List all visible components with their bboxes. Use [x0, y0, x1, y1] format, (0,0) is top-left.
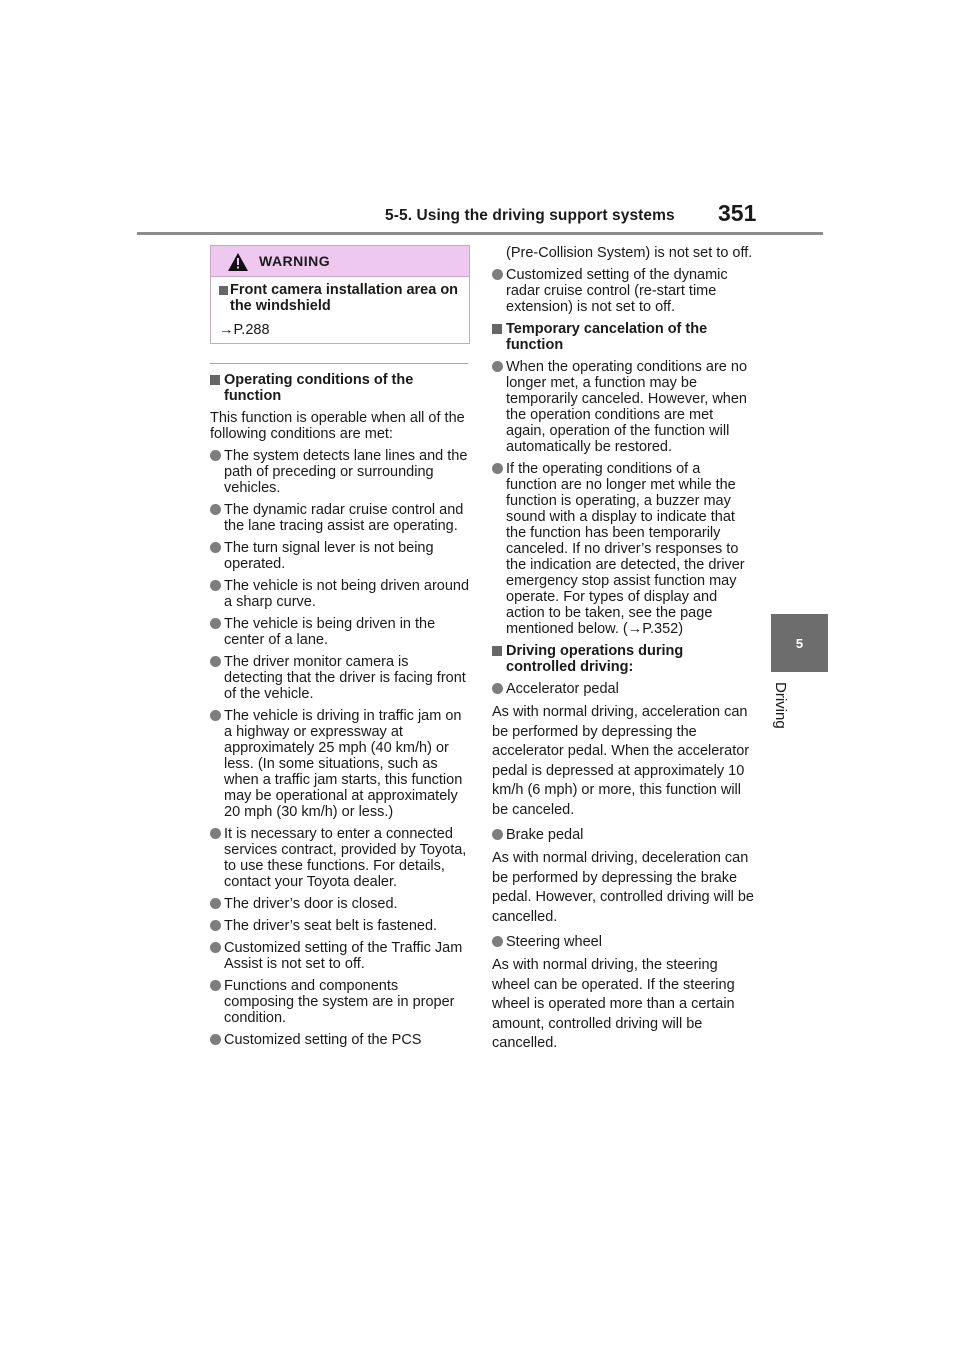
- section-heading-text: Driving operations during controlled driving:: [506, 643, 684, 675]
- list-item: [492, 827, 754, 843]
- list-item-text: The vehicle is being driven in the center of a lane.: [224, 616, 436, 648]
- intro-paragraph: This function is operable when all of the following conditions are met:: [210, 410, 465, 442]
- left-column: [210, 363, 470, 1054]
- list-item-text: The driver’s door is closed.: [224, 896, 398, 912]
- section-title: 5-5. Using the driving support systems: [385, 207, 675, 224]
- bullet-icon: [210, 618, 221, 629]
- section-heading: [210, 372, 470, 404]
- section-heading-text: Temporary cancelation of the function: [506, 321, 708, 353]
- section-heading-text: Operating conditions of the function: [224, 372, 414, 404]
- list-item-text: When the operating conditions are no longer met, a function may be temporarily canceled. However, when the operation conditions are met again, operation of the function will automatically be restored.: [506, 359, 748, 455]
- bullet-icon: [210, 1034, 221, 1045]
- square-bullet-icon: [219, 286, 228, 295]
- chapter-label: [771, 682, 789, 742]
- header-rule: [137, 232, 823, 235]
- list-item-text: It is necessary to enter a connected services contract, provided by Toyota, to use these functions. For details, contact your Toyota dealer.: [224, 826, 467, 890]
- list-item: [210, 896, 470, 912]
- list-item-text: If the operating conditions of a function are no longer met while the function is operating, a buzzer may sound with a display to indicate that the function has been temporarily canceled. If no driver’s responses to the indication are detected, the driver emergency stop assist function may operate. For types of display and action to be taken, see the page mentioned below. (→P.352): [506, 461, 745, 637]
- section-heading: [492, 321, 754, 353]
- list-item: [210, 502, 470, 534]
- continued-text: (Pre-Collision System) is not set to off.: [506, 245, 753, 261]
- list-item: [210, 826, 470, 890]
- list-item-text: Customized setting of the Traffic Jam Assist is not set to off.: [224, 940, 463, 972]
- list-item-text: Customized setting of the dynamic radar cruise control (re-start time extension) is not set to off.: [506, 267, 728, 315]
- list-item-text: The driver’s seat belt is fastened.: [224, 918, 438, 934]
- bullet-icon: [210, 980, 221, 991]
- warning-header: [211, 246, 469, 277]
- list-item: [210, 616, 470, 648]
- square-bullet-icon: [492, 324, 502, 334]
- list-item-text: The dynamic radar cruise control and the lane tracing assist are operating.: [224, 502, 464, 534]
- body-paragraph: As with normal driving, the steering wheel can be operated. If the steering wheel is operated more than a certain amount, controlled driving will be cancelled.: [492, 957, 735, 1051]
- bullet-icon: [210, 710, 221, 721]
- list-item-text: Brake pedal: [506, 827, 584, 843]
- list-item: [210, 1032, 470, 1048]
- list-item-text: The vehicle is driving in traffic jam on a highway or expressway at approximately 25 mph (40 km/h) or less. (In some situations, such as when a traffic jam starts, this function may be operational at approximately 20 mph (30 km/h) or less.): [224, 708, 463, 820]
- square-bullet-icon: [492, 646, 502, 656]
- list-item-text: The system detects lane lines and the path of preceding or surrounding vehicles.: [224, 448, 468, 496]
- warning-item: [219, 282, 461, 314]
- body-paragraph: As with normal driving, deceleration can be performed by depressing the brake pedal. However, controlled driving will be cancelled.: [492, 850, 754, 925]
- bullet-icon: [492, 361, 503, 372]
- list-item-text: Customized setting of the PCS: [224, 1032, 422, 1048]
- list-item: [492, 267, 754, 315]
- warning-item-text: Front camera installation area on the windshield: [230, 282, 459, 314]
- list-item: [492, 461, 754, 637]
- bullet-icon: [492, 683, 503, 694]
- bullet-icon: [210, 898, 221, 909]
- list-item: [210, 918, 470, 934]
- bullet-icon: [210, 542, 221, 553]
- warning-box: [210, 245, 470, 344]
- bullet-icon: [492, 269, 503, 280]
- list-item: [210, 540, 470, 572]
- bullet-icon: [492, 463, 503, 474]
- bullet-icon: [210, 920, 221, 931]
- list-item-text: Accelerator pedal: [506, 681, 619, 697]
- body-paragraph: As with normal driving, acceleration can be performed by depressing the accelerator pedal. When the accelerator pedal is depressed at approximately 10 km/h (6 mph) or more, this function will be canceled.: [492, 704, 750, 818]
- chapter-number: 5: [795, 636, 804, 651]
- square-bullet-icon: [210, 375, 220, 385]
- page-header: [0, 0, 960, 240]
- warning-triangle-icon: [228, 253, 248, 271]
- list-item-text: Steering wheel: [506, 934, 602, 950]
- list-item-text: The vehicle is not being driven around a sharp curve.: [224, 578, 470, 610]
- bullet-icon: [492, 829, 503, 840]
- section-rule: [210, 363, 468, 364]
- list-item-text: The turn signal lever is not being operated.: [224, 540, 434, 572]
- list-item: [210, 940, 470, 972]
- bullet-icon: [210, 450, 221, 461]
- page-number: 351: [718, 200, 757, 226]
- bullet-icon: [210, 504, 221, 515]
- list-item: [210, 578, 470, 610]
- section-heading: [492, 643, 754, 675]
- warning-page-ref: →P.288: [219, 322, 270, 338]
- list-item: [210, 978, 470, 1026]
- chapter-label-text: Driving: [772, 682, 789, 729]
- list-item: [492, 359, 754, 455]
- bullet-icon: [210, 828, 221, 839]
- right-column: [492, 245, 754, 1061]
- list-item: [210, 654, 470, 702]
- bullet-icon: [210, 656, 221, 667]
- warning-body: [211, 277, 469, 338]
- list-item: [210, 448, 470, 496]
- bullet-icon: [210, 580, 221, 591]
- list-item: [210, 708, 470, 820]
- list-item: [492, 681, 754, 697]
- list-item: [492, 934, 754, 950]
- chapter-tab: [771, 614, 828, 672]
- bullet-icon: [492, 936, 503, 947]
- list-item-text: The driver monitor camera is detecting that the driver is facing front of the vehicle.: [224, 654, 466, 702]
- list-item-text: Functions and components composing the system are in proper condition.: [224, 978, 455, 1026]
- warning-title: WARNING: [259, 253, 331, 269]
- bullet-icon: [210, 942, 221, 953]
